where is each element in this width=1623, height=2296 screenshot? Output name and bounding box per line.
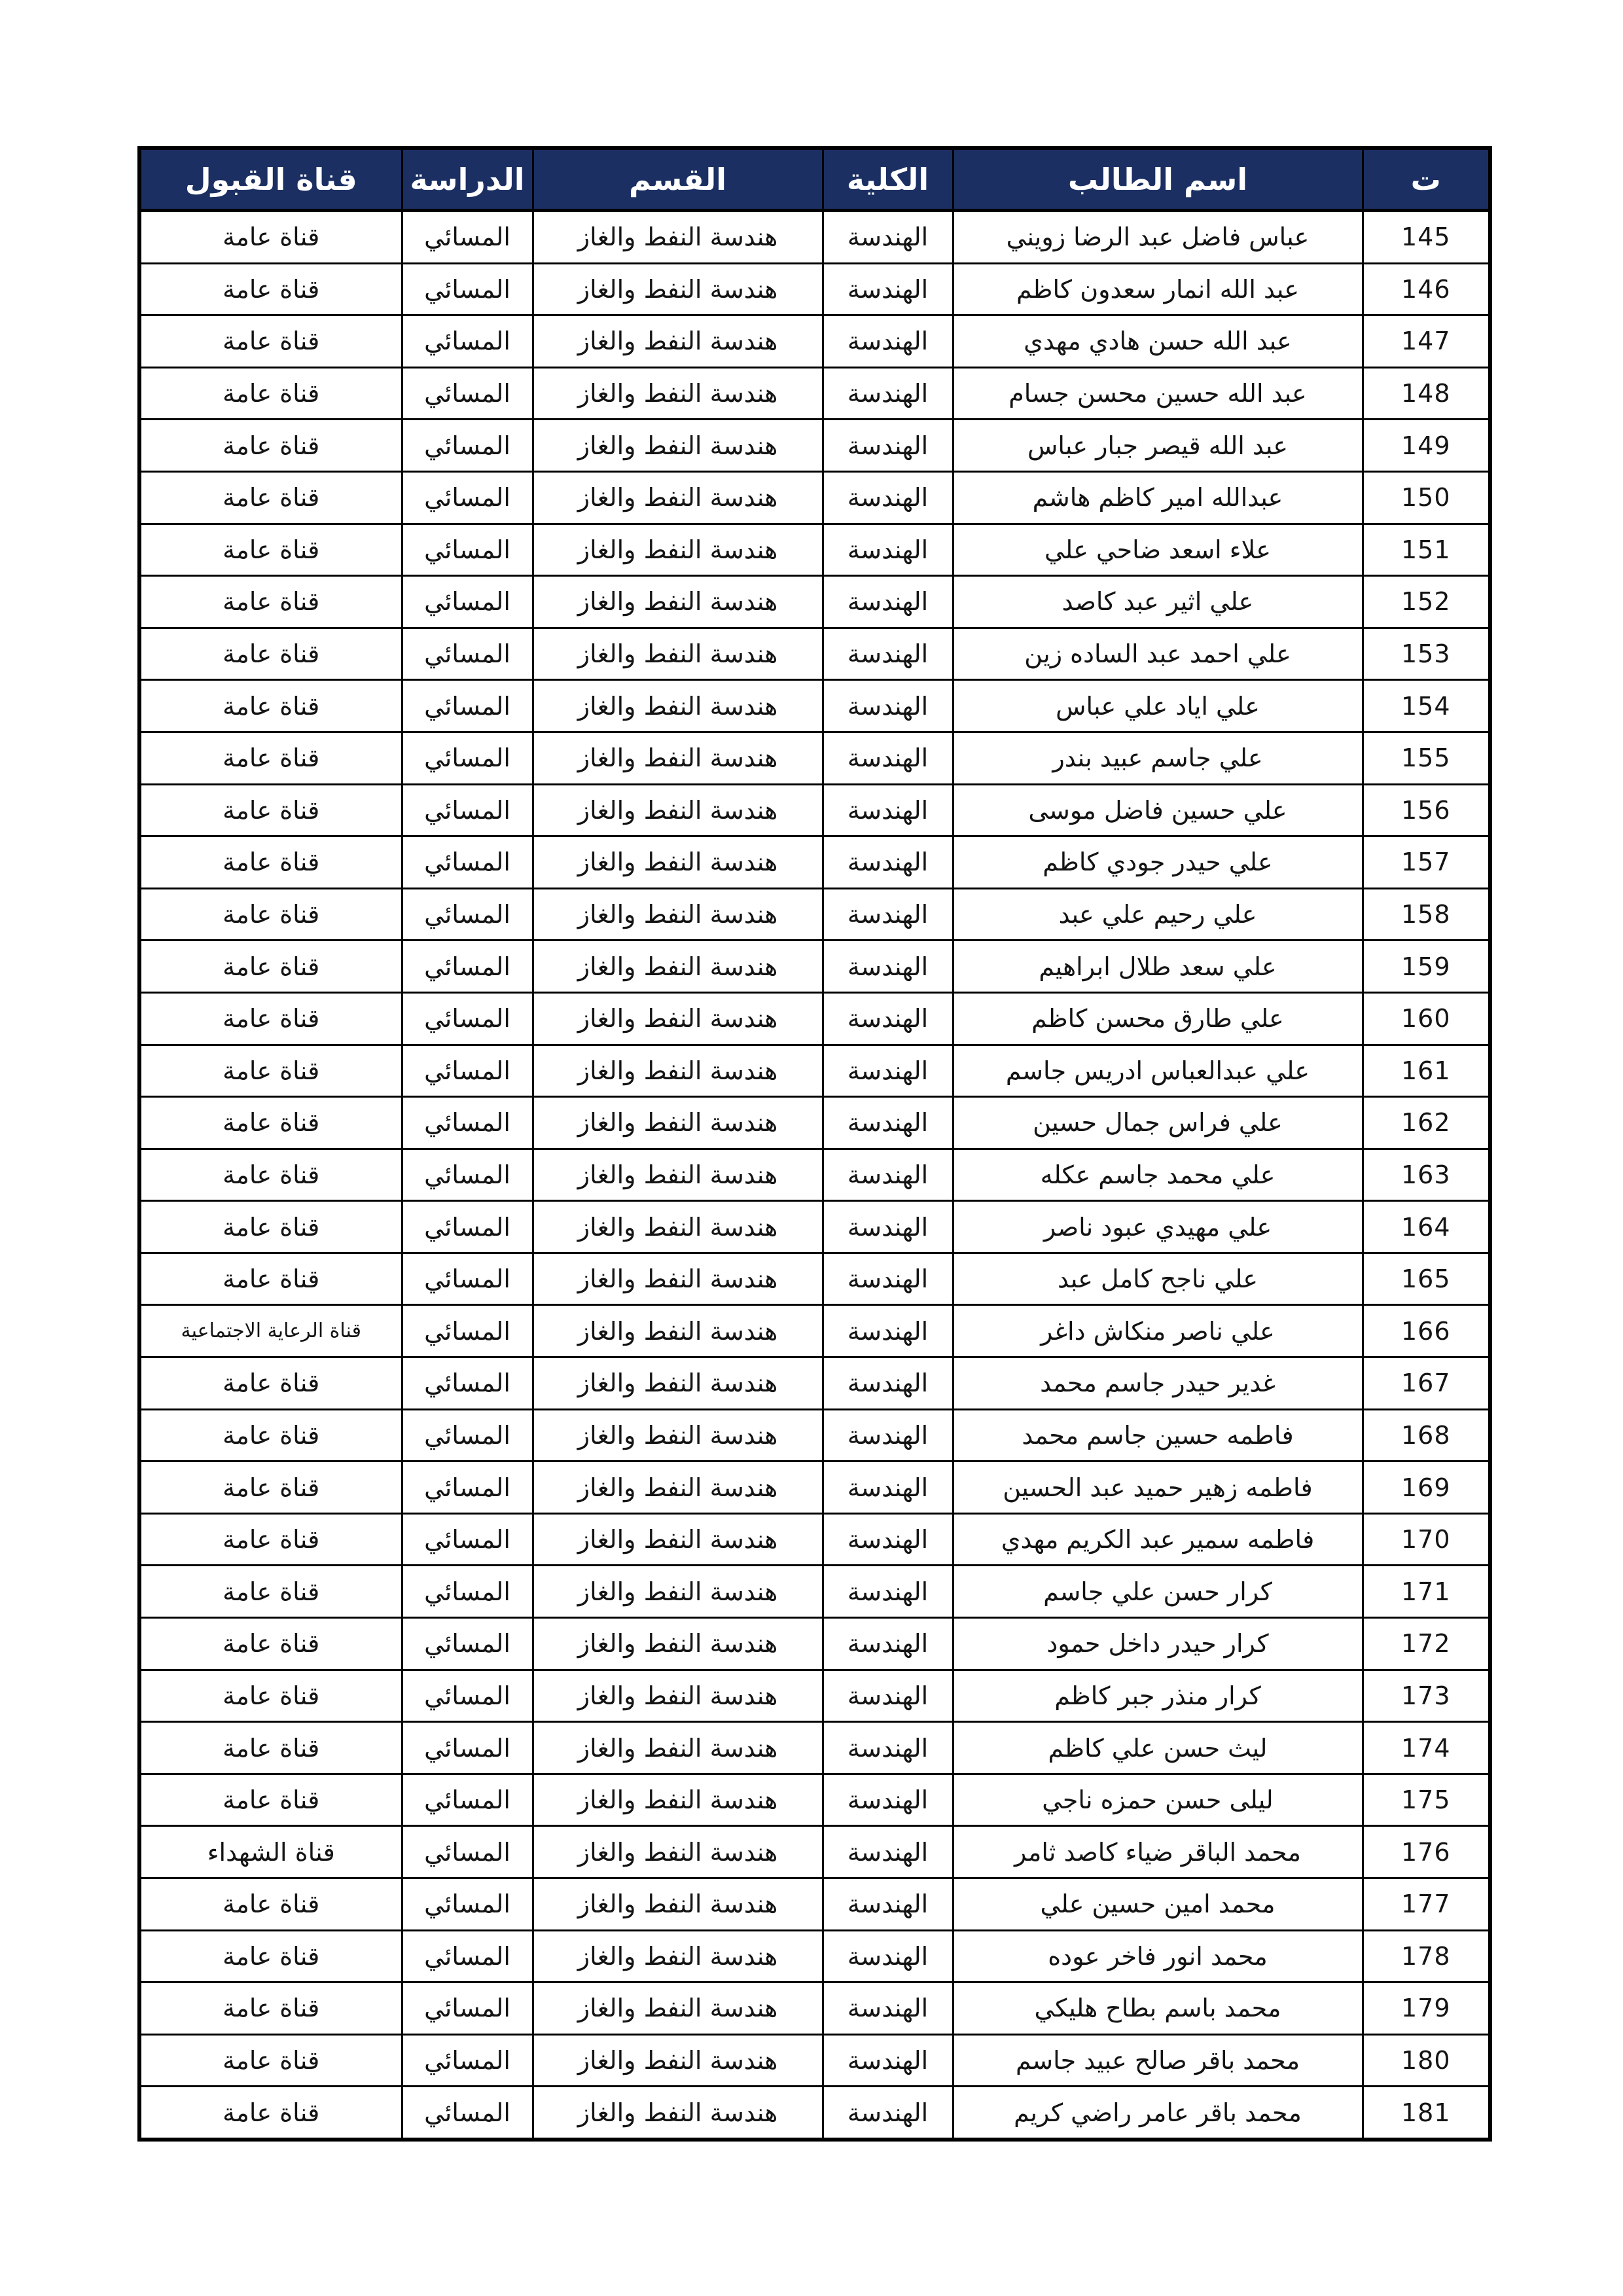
cell-department: هندسة النفط والغاز <box>533 1305 823 1357</box>
cell-channel: قناة عامة <box>139 263 402 315</box>
cell-channel: قناة عامة <box>139 1566 402 1618</box>
cell-serial: 181 <box>1363 2087 1490 2140</box>
cell-college: الهندسة <box>823 1409 953 1462</box>
cell-serial: 150 <box>1363 471 1490 524</box>
cell-department: هندسة النفط والغاز <box>533 680 823 732</box>
cell-student-name: محمد الباقر ضياء كاصد ثامر <box>953 1826 1363 1878</box>
cell-department: هندسة النفط والغاز <box>533 784 823 836</box>
cell-study: المسائي <box>402 1670 533 1722</box>
cell-department: هندسة النفط والغاز <box>533 1982 823 2035</box>
cell-serial: 162 <box>1363 1097 1490 1149</box>
cell-department: هندسة النفط والغاز <box>533 315 823 368</box>
cell-student-name: محمد انور فاخر عوده <box>953 1930 1363 1982</box>
table-row <box>139 315 1490 368</box>
cell-college: الهندسة <box>823 732 953 784</box>
cell-student-name: علاء اسعد ضاحي علي <box>953 524 1363 576</box>
cell-channel: قناة عامة <box>139 1930 402 1982</box>
cell-study: المسائي <box>402 1097 533 1149</box>
cell-serial: 174 <box>1363 1722 1490 1774</box>
cell-serial: 153 <box>1363 628 1490 680</box>
cell-college: الهندسة <box>823 576 953 628</box>
table-row <box>139 2087 1490 2140</box>
cell-student-name: ليلى حسن حمزه ناجي <box>953 1774 1363 1826</box>
cell-department: هندسة النفط والغاز <box>533 471 823 524</box>
admission-table <box>137 146 1492 2142</box>
cell-department: هندسة النفط والغاز <box>533 2087 823 2140</box>
table-row <box>139 888 1490 941</box>
cell-study: المسائي <box>402 1826 533 1878</box>
cell-college: الهندسة <box>823 1201 953 1253</box>
cell-study: المسائي <box>402 1305 533 1357</box>
table-row <box>139 1513 1490 1566</box>
cell-department: هندسة النفط والغاز <box>533 1462 823 1514</box>
table-row <box>139 1982 1490 2035</box>
cell-student-name: علي رحيم علي عبد <box>953 888 1363 941</box>
table-row <box>139 1670 1490 1722</box>
cell-department: هندسة النفط والغاز <box>533 836 823 889</box>
cell-channel: قناة عامة <box>139 888 402 941</box>
cell-channel: قناة عامة <box>139 1045 402 1097</box>
cell-college: الهندسة <box>823 680 953 732</box>
cell-serial: 147 <box>1363 315 1490 368</box>
table-row <box>139 367 1490 420</box>
cell-department: هندسة النفط والغاز <box>533 1357 823 1410</box>
cell-channel: قناة عامة <box>139 680 402 732</box>
cell-college: الهندسة <box>823 367 953 420</box>
table-row <box>139 1930 1490 1982</box>
header-cell-college: الكلية <box>823 148 953 211</box>
cell-student-name: علي عبدالعباس ادريس جاسم <box>953 1045 1363 1097</box>
table-header-row <box>139 148 1490 211</box>
cell-college: الهندسة <box>823 2087 953 2140</box>
cell-serial: 173 <box>1363 1670 1490 1722</box>
cell-study: المسائي <box>402 315 533 368</box>
cell-serial: 160 <box>1363 992 1490 1045</box>
cell-department: هندسة النفط والغاز <box>533 1670 823 1722</box>
cell-serial: 172 <box>1363 1618 1490 1670</box>
cell-student-name: عبد الله حسن هادي مهدي <box>953 315 1363 368</box>
cell-college: الهندسة <box>823 941 953 993</box>
table-row <box>139 471 1490 524</box>
cell-college: الهندسة <box>823 1045 953 1097</box>
cell-college: الهندسة <box>823 1878 953 1931</box>
cell-serial: 161 <box>1363 1045 1490 1097</box>
table-row <box>139 1253 1490 1305</box>
header-cell-study: الدراسة <box>402 148 533 211</box>
cell-department: هندسة النفط والغاز <box>533 732 823 784</box>
cell-college: الهندسة <box>823 784 953 836</box>
cell-study: المسائي <box>402 367 533 420</box>
cell-study: المسائي <box>402 211 533 264</box>
table-row <box>139 1201 1490 1253</box>
cell-department: هندسة النفط والغاز <box>533 576 823 628</box>
cell-serial: 148 <box>1363 367 1490 420</box>
cell-channel: قناة عامة <box>139 420 402 472</box>
cell-serial: 146 <box>1363 263 1490 315</box>
cell-study: المسائي <box>402 420 533 472</box>
cell-serial: 151 <box>1363 524 1490 576</box>
table-row <box>139 1618 1490 1670</box>
cell-channel: قناة عامة <box>139 315 402 368</box>
cell-college: الهندسة <box>823 1930 953 1982</box>
cell-college: الهندسة <box>823 1722 953 1774</box>
cell-student-name: علي طارق محسن كاظم <box>953 992 1363 1045</box>
cell-student-name: علي ناجح كامل عبد <box>953 1253 1363 1305</box>
cell-serial: 157 <box>1363 836 1490 889</box>
cell-student-name: فاطمه حسين جاسم محمد <box>953 1409 1363 1462</box>
cell-department: هندسة النفط والغاز <box>533 524 823 576</box>
cell-channel: قناة عامة <box>139 784 402 836</box>
cell-student-name: عبد الله انمار سعدون كاظم <box>953 263 1363 315</box>
cell-study: المسائي <box>402 1201 533 1253</box>
cell-department: هندسة النفط والغاز <box>533 367 823 420</box>
cell-channel: قناة عامة <box>139 1409 402 1462</box>
cell-serial: 180 <box>1363 2034 1490 2087</box>
table-row <box>139 524 1490 576</box>
cell-study: المسائي <box>402 888 533 941</box>
table-row <box>139 992 1490 1045</box>
cell-serial: 170 <box>1363 1513 1490 1566</box>
cell-college: الهندسة <box>823 2034 953 2087</box>
cell-channel: قناة عامة <box>139 2087 402 2140</box>
cell-study: المسائي <box>402 732 533 784</box>
table-row <box>139 576 1490 628</box>
cell-serial: 159 <box>1363 941 1490 993</box>
table-row <box>139 420 1490 472</box>
cell-department: هندسة النفط والغاز <box>533 1566 823 1618</box>
cell-college: الهندسة <box>823 836 953 889</box>
cell-student-name: علي احمد عبد الساده زين <box>953 628 1363 680</box>
table-row <box>139 263 1490 315</box>
cell-channel: قناة عامة <box>139 1722 402 1774</box>
cell-channel: قناة عامة <box>139 1878 402 1931</box>
cell-college: الهندسة <box>823 524 953 576</box>
table-row <box>139 2034 1490 2087</box>
cell-college: الهندسة <box>823 1618 953 1670</box>
cell-channel: قناة عامة <box>139 1253 402 1305</box>
cell-study: المسائي <box>402 1566 533 1618</box>
cell-study: المسائي <box>402 2034 533 2087</box>
cell-department: هندسة النفط والغاز <box>533 1618 823 1670</box>
cell-department: هندسة النفط والغاز <box>533 1201 823 1253</box>
cell-channel: قناة عامة <box>139 2034 402 2087</box>
table-row <box>139 1149 1490 1201</box>
cell-channel: قناة عامة <box>139 836 402 889</box>
table-row <box>139 1566 1490 1618</box>
cell-serial: 152 <box>1363 576 1490 628</box>
cell-channel: قناة عامة <box>139 1462 402 1514</box>
cell-serial: 169 <box>1363 1462 1490 1514</box>
cell-study: المسائي <box>402 471 533 524</box>
cell-college: الهندسة <box>823 315 953 368</box>
cell-study: المسائي <box>402 263 533 315</box>
cell-department: هندسة النفط والغاز <box>533 992 823 1045</box>
cell-study: المسائي <box>402 628 533 680</box>
cell-student-name: علي حسين فاضل موسى <box>953 784 1363 836</box>
header-cell-channel: قناة القبول <box>139 148 402 211</box>
cell-department: هندسة النفط والغاز <box>533 628 823 680</box>
cell-department: هندسة النفط والغاز <box>533 941 823 993</box>
cell-study: المسائي <box>402 784 533 836</box>
cell-college: الهندسة <box>823 1462 953 1514</box>
table-row <box>139 1878 1490 1931</box>
cell-student-name: علي محمد جاسم عكله <box>953 1149 1363 1201</box>
cell-department: هندسة النفط والغاز <box>533 2034 823 2087</box>
cell-college: الهندسة <box>823 1513 953 1566</box>
cell-college: الهندسة <box>823 1357 953 1410</box>
cell-channel: قناة الرعاية الاجتماعية <box>139 1305 402 1357</box>
cell-college: الهندسة <box>823 1253 953 1305</box>
cell-student-name: محمد باسم بطاح هليكي <box>953 1982 1363 2035</box>
cell-serial: 178 <box>1363 1930 1490 1982</box>
cell-department: هندسة النفط والغاز <box>533 1253 823 1305</box>
cell-serial: 166 <box>1363 1305 1490 1357</box>
header-cell-department: القسم <box>533 148 823 211</box>
cell-serial: 175 <box>1363 1774 1490 1826</box>
cell-serial: 163 <box>1363 1149 1490 1201</box>
cell-college: الهندسة <box>823 1774 953 1826</box>
cell-college: الهندسة <box>823 1670 953 1722</box>
cell-serial: 176 <box>1363 1826 1490 1878</box>
cell-college: الهندسة <box>823 420 953 472</box>
cell-department: هندسة النفط والغاز <box>533 211 823 264</box>
cell-channel: قناة عامة <box>139 471 402 524</box>
table-row <box>139 732 1490 784</box>
cell-college: الهندسة <box>823 1305 953 1357</box>
cell-department: هندسة النفط والغاز <box>533 1097 823 1149</box>
cell-channel: قناة عامة <box>139 732 402 784</box>
cell-study: المسائي <box>402 1774 533 1826</box>
cell-student-name: علي سعد طلال ابراهيم <box>953 941 1363 993</box>
cell-college: الهندسة <box>823 1826 953 1878</box>
cell-serial: 156 <box>1363 784 1490 836</box>
cell-serial: 165 <box>1363 1253 1490 1305</box>
table-row <box>139 836 1490 889</box>
table-row <box>139 1045 1490 1097</box>
cell-study: المسائي <box>402 1930 533 1982</box>
cell-channel: قناة عامة <box>139 1097 402 1149</box>
table-row <box>139 211 1490 264</box>
cell-study: المسائي <box>402 2087 533 2140</box>
cell-college: الهندسة <box>823 1149 953 1201</box>
cell-student-name: فاطمه سمير عبد الكريم مهدي <box>953 1513 1363 1566</box>
cell-student-name: علي مهيدي عبود ناصر <box>953 1201 1363 1253</box>
cell-student-name: كرار منذر جبر كاظم <box>953 1670 1363 1722</box>
cell-student-name: علي ناصر منكاش داغر <box>953 1305 1363 1357</box>
cell-channel: قناة عامة <box>139 1618 402 1670</box>
cell-study: المسائي <box>402 1149 533 1201</box>
cell-study: المسائي <box>402 1878 533 1931</box>
cell-student-name: محمد باقر صالح عبيد جاسم <box>953 2034 1363 2087</box>
cell-college: الهندسة <box>823 1566 953 1618</box>
table-row <box>139 1305 1490 1357</box>
cell-study: المسائي <box>402 1462 533 1514</box>
cell-study: المسائي <box>402 680 533 732</box>
cell-channel: قناة عامة <box>139 1357 402 1410</box>
cell-college: الهندسة <box>823 888 953 941</box>
cell-channel: قناة عامة <box>139 576 402 628</box>
cell-study: المسائي <box>402 1618 533 1670</box>
cell-study: المسائي <box>402 524 533 576</box>
cell-serial: 155 <box>1363 732 1490 784</box>
cell-department: هندسة النفط والغاز <box>533 1409 823 1462</box>
cell-serial: 145 <box>1363 211 1490 264</box>
cell-student-name: علي جاسم عبيد بندر <box>953 732 1363 784</box>
cell-serial: 154 <box>1363 680 1490 732</box>
table-row <box>139 784 1490 836</box>
table-row <box>139 1826 1490 1878</box>
table-row <box>139 941 1490 993</box>
cell-department: هندسة النفط والغاز <box>533 888 823 941</box>
cell-serial: 179 <box>1363 1982 1490 2035</box>
cell-department: هندسة النفط والغاز <box>533 1878 823 1931</box>
table-row <box>139 1409 1490 1462</box>
cell-channel: قناة عامة <box>139 1513 402 1566</box>
cell-channel: قناة عامة <box>139 211 402 264</box>
cell-serial: 167 <box>1363 1357 1490 1410</box>
cell-student-name: علي فراس جمال حسين <box>953 1097 1363 1149</box>
cell-student-name: محمد امين حسين علي <box>953 1878 1363 1931</box>
cell-student-name: عبدالله امير كاظم هاشم <box>953 471 1363 524</box>
cell-student-name: كرار حسن علي جاسم <box>953 1566 1363 1618</box>
cell-channel: قناة عامة <box>139 1670 402 1722</box>
cell-college: الهندسة <box>823 471 953 524</box>
cell-department: هندسة النفط والغاز <box>533 1045 823 1097</box>
cell-study: المسائي <box>402 836 533 889</box>
table-row <box>139 1357 1490 1410</box>
header-cell-serial: ت <box>1363 148 1490 211</box>
cell-study: المسائي <box>402 941 533 993</box>
cell-channel: قناة عامة <box>139 992 402 1045</box>
cell-department: هندسة النفط والغاز <box>533 263 823 315</box>
cell-college: الهندسة <box>823 1097 953 1149</box>
cell-college: الهندسة <box>823 628 953 680</box>
cell-student-name: كرار حيدر داخل حمود <box>953 1618 1363 1670</box>
cell-channel: قناة عامة <box>139 367 402 420</box>
cell-study: المسائي <box>402 1409 533 1462</box>
cell-student-name: فاطمه زهير حميد عبد الحسين <box>953 1462 1363 1514</box>
cell-student-name: غدير حيدر جاسم محمد <box>953 1357 1363 1410</box>
cell-student-name: عبد الله قيصر جبار عباس <box>953 420 1363 472</box>
cell-serial: 158 <box>1363 888 1490 941</box>
cell-study: المسائي <box>402 1045 533 1097</box>
cell-study: المسائي <box>402 992 533 1045</box>
cell-study: المسائي <box>402 1253 533 1305</box>
student-table-body <box>139 211 1490 2140</box>
cell-college: الهندسة <box>823 211 953 264</box>
cell-channel: قناة عامة <box>139 1201 402 1253</box>
cell-serial: 164 <box>1363 1201 1490 1253</box>
cell-study: المسائي <box>402 1722 533 1774</box>
cell-student-name: عبد الله حسين محسن جسام <box>953 367 1363 420</box>
cell-student-name: عباس فاضل عبد الرضا زويني <box>953 211 1363 264</box>
cell-department: هندسة النفط والغاز <box>533 1826 823 1878</box>
header-cell-student-name: اسم الطالب <box>953 148 1363 211</box>
cell-study: المسائي <box>402 1357 533 1410</box>
cell-channel: قناة عامة <box>139 524 402 576</box>
table-row <box>139 628 1490 680</box>
cell-department: هندسة النفط والغاز <box>533 420 823 472</box>
cell-department: هندسة النفط والغاز <box>533 1774 823 1826</box>
cell-college: الهندسة <box>823 1982 953 2035</box>
cell-serial: 177 <box>1363 1878 1490 1931</box>
cell-student-name: ليث حسن علي كاظم <box>953 1722 1363 1774</box>
cell-channel: قناة الشهداء <box>139 1826 402 1878</box>
cell-student-name: علي اثير عبد كاصد <box>953 576 1363 628</box>
cell-serial: 171 <box>1363 1566 1490 1618</box>
table-row <box>139 680 1490 732</box>
cell-channel: قناة عامة <box>139 1774 402 1826</box>
cell-department: هندسة النفط والغاز <box>533 1149 823 1201</box>
table-row <box>139 1774 1490 1826</box>
cell-department: هندسة النفط والغاز <box>533 1930 823 1982</box>
table-row <box>139 1722 1490 1774</box>
cell-channel: قناة عامة <box>139 1982 402 2035</box>
table-row <box>139 1462 1490 1514</box>
table-row <box>139 1097 1490 1149</box>
cell-college: الهندسة <box>823 263 953 315</box>
cell-college: الهندسة <box>823 992 953 1045</box>
cell-serial: 149 <box>1363 420 1490 472</box>
cell-study: المسائي <box>402 576 533 628</box>
cell-study: المسائي <box>402 1982 533 2035</box>
cell-student-name: علي حيدر جودي كاظم <box>953 836 1363 889</box>
cell-department: هندسة النفط والغاز <box>533 1722 823 1774</box>
cell-channel: قناة عامة <box>139 941 402 993</box>
cell-student-name: محمد باقر عامر راضي كريم <box>953 2087 1363 2140</box>
cell-study: المسائي <box>402 1513 533 1566</box>
cell-student-name: علي اياد علي عباس <box>953 680 1363 732</box>
cell-channel: قناة عامة <box>139 628 402 680</box>
cell-department: هندسة النفط والغاز <box>533 1513 823 1566</box>
cell-channel: قناة عامة <box>139 1149 402 1201</box>
cell-serial: 168 <box>1363 1409 1490 1462</box>
